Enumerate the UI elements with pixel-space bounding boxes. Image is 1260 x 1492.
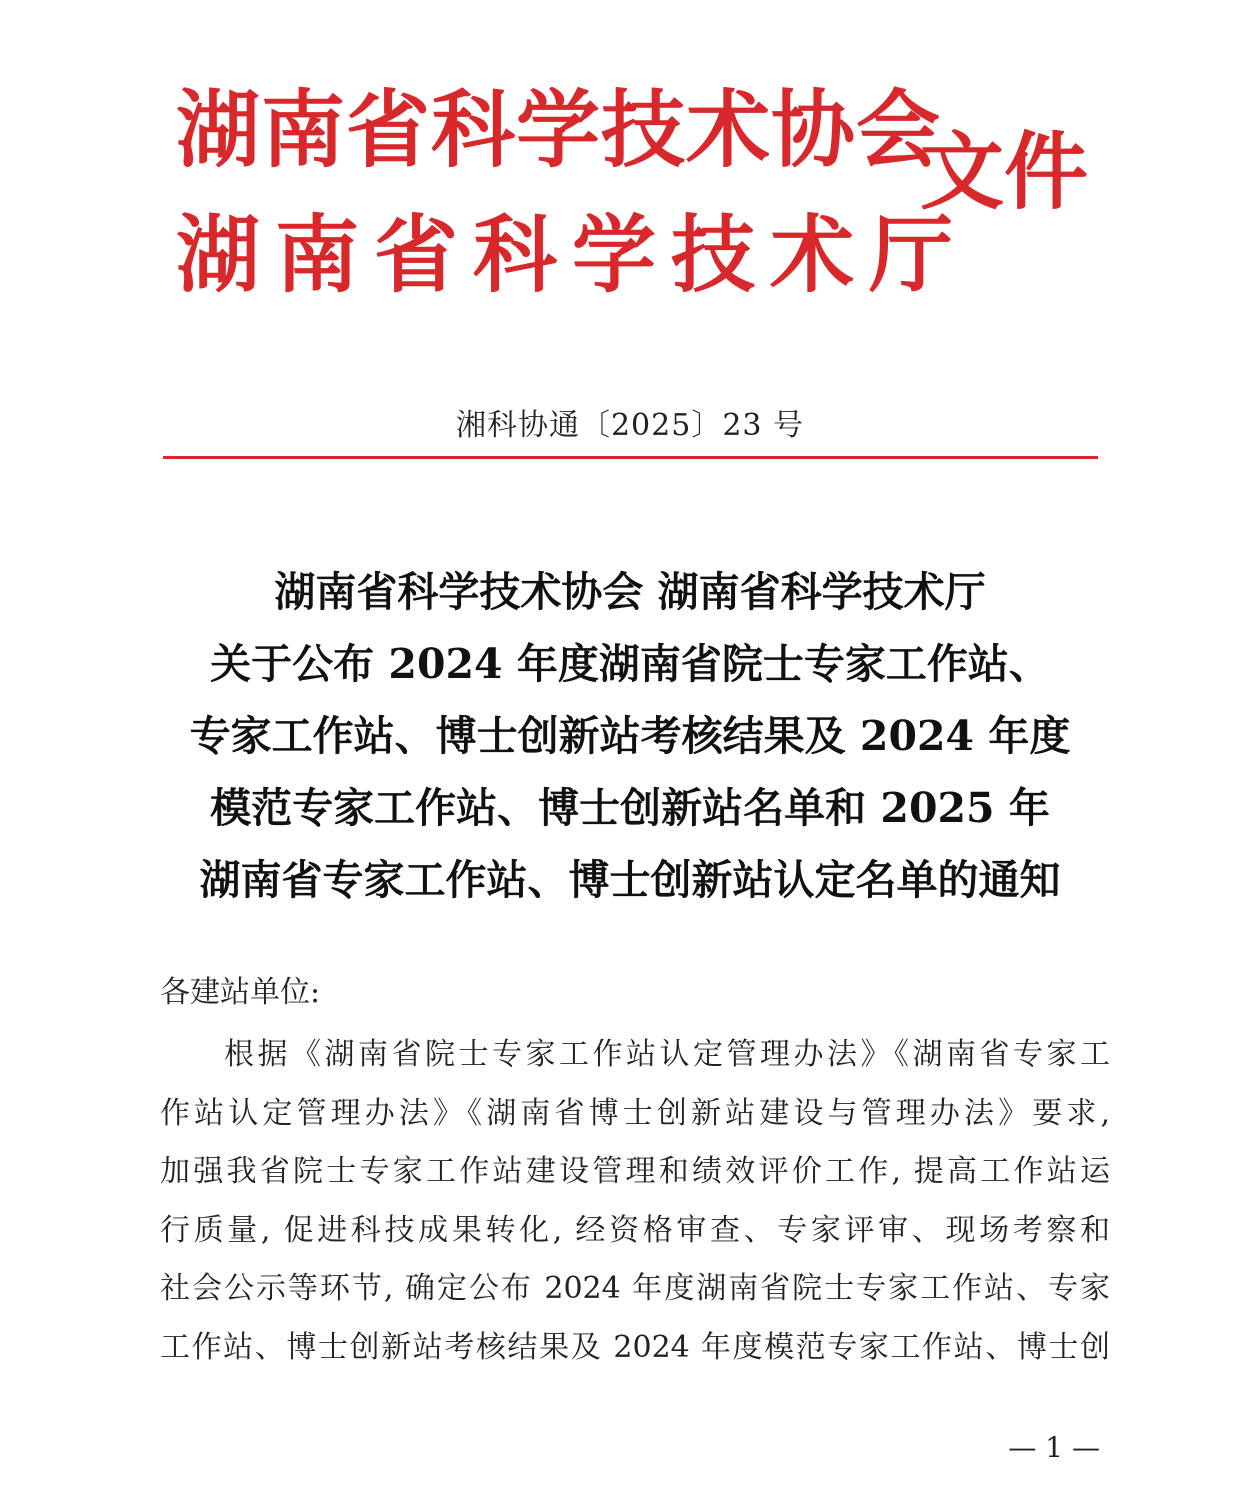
issuer-name-1: 湖南省科学技术协会 [176, 81, 942, 179]
body-line: 行质量, 促进科技成果转化, 经资格审查、专家评审、现场考察和 [160, 1212, 1110, 1248]
issuer-name-2: 湖南省科学技术厅 [176, 206, 969, 304]
body-paragraph [160, 1026, 1110, 1377]
body-line: 根据《湖南省院士专家工作站认定管理办法》《湖南省专家工 [224, 1037, 1110, 1072]
document-header [0, 0, 1260, 330]
salutation: 各建站单位: [160, 975, 321, 1010]
title-line: 关于公布 2024 年度湖南省院士专家工作站、 [210, 640, 1050, 688]
document-number: 湘科协通〔2025〕23 号 [455, 408, 805, 443]
document-type-label: 文件 [920, 123, 1089, 221]
body-line: 社会公示等环节, 确定公布 2024 年度湖南省院士专家工作站、专家 [160, 1271, 1110, 1306]
title-line: 湖南省科学技术协会 湖南省科学技术厅 [274, 568, 986, 616]
title-line: 专家工作站、博士创新站考核结果及 2024 年度 [189, 712, 1071, 760]
red-divider [163, 456, 1098, 459]
document-title [110, 556, 1150, 916]
body-line: 工作站、博士创新站考核结果及 2024 年度模范专家工作站、博士创 [160, 1329, 1110, 1365]
page-number: — 1 — [1008, 1431, 1100, 1464]
body-line: 作站认定管理办法》《湖南省博士创新站建设与管理办法》要求, [160, 1095, 1110, 1131]
title-line: 模范专家工作站、博士创新站名单和 2025 年 [210, 784, 1050, 832]
title-line: 湖南省专家工作站、博士创新站认定名单的通知 [199, 856, 1061, 904]
body-line: 加强我省院士专家工作站建设管理和绩效评价工作, 提高工作站运 [160, 1154, 1110, 1189]
